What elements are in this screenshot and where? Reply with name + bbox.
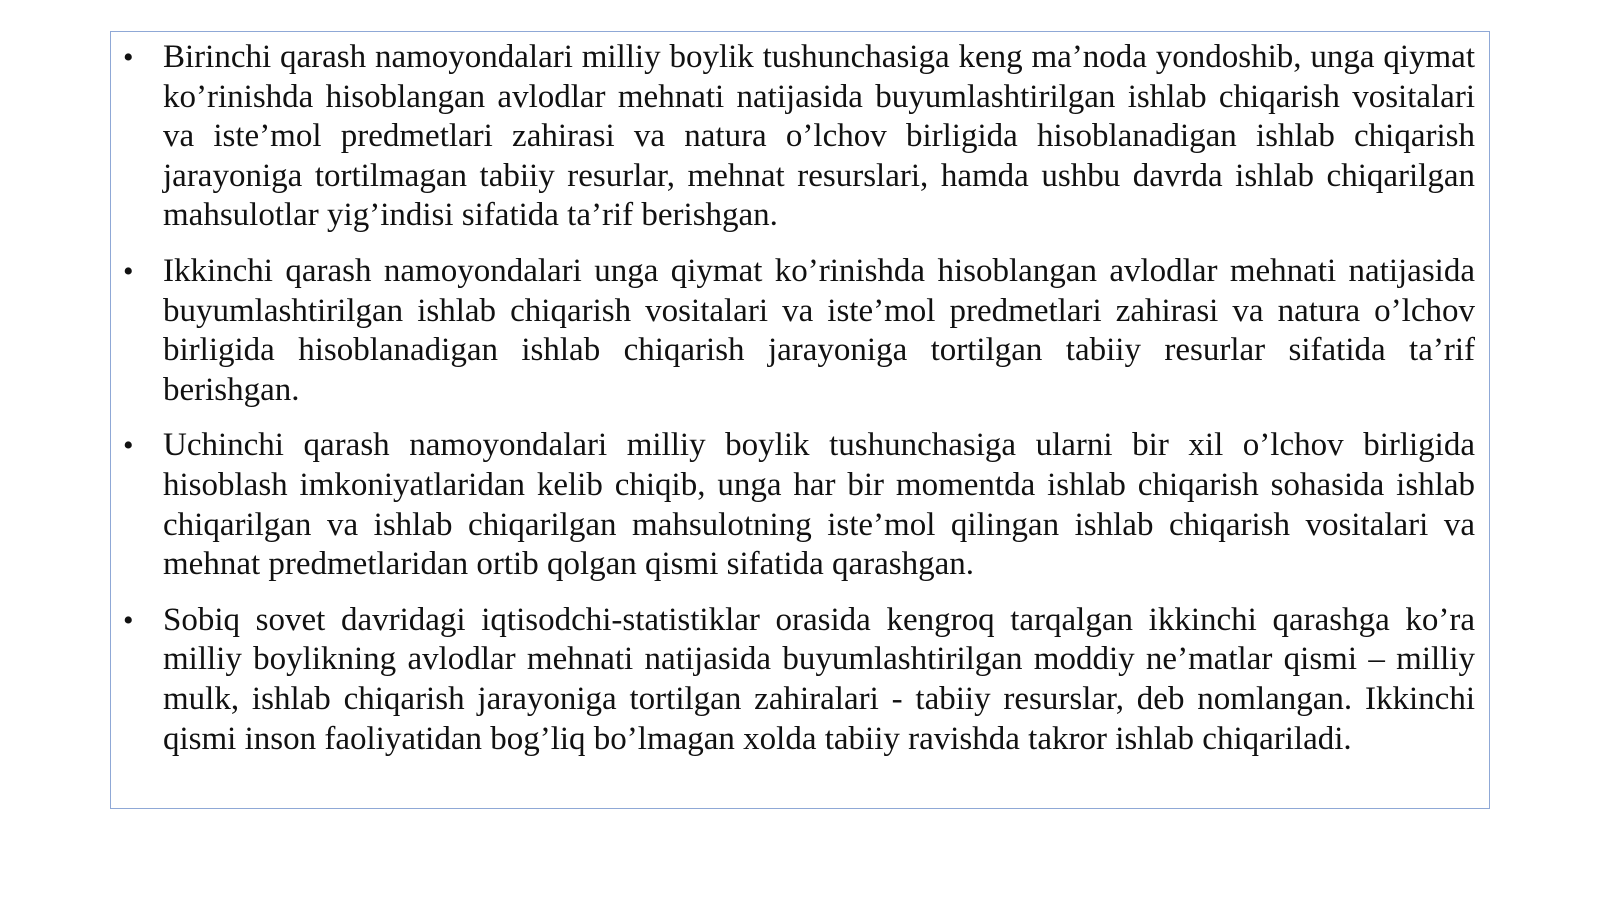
bullet-item-1 [123,38,1475,236]
bullet-list [123,38,1475,759]
bullet-item-2 [123,252,1475,410]
bullet-item-4 [123,601,1475,759]
bullet-marker: • [123,41,134,74]
bullet-item-3 [123,426,1475,584]
bullet-marker: • [123,603,134,637]
text-box [110,31,1490,809]
bullet-marker: • [123,429,134,463]
bullet-text: Ikkinchi qarash namoyondalari unga qiymat ko’rinishda hisoblangan avlodlar mehnati natijasida buyumlashtirilgan ishlab chiqarish vositalari va iste’mol predmetlari zahirasi va natura o’lchov birligida hisoblanadigan ishlab chiqarish jarayoniga tortilgan tabiiy resurlar sifatida ta’rif berishgan. [163,252,1475,408]
bullet-text: Birinchi qarash namoyondalari milliy boylik tushunchasiga keng ma’noda yondoshib, unga qiymat ko’rinishda hisoblangan avlodlar mehnati natijasida buyumlashtirilgan ishlab chiqarish vositalari va iste’mol predmetlari zahirasi va natura o’lchov birligida hisoblanadigan ishlab chiqarish jarayoniga tortilmagan tabiiy resurlar, mehnat resurslari, hamda ushbu davrda ishlab chiqarilgan mahsulotlar yig’indisi sifatida ta’rif berishgan. [163,39,1475,234]
bullet-marker: • [123,254,134,288]
bullet-text: Uchinchi qarash namoyondalari milliy boylik tushunchasiga ularni bir xil o’lchov birligida hisoblash imkoniyatlaridan kelib chiqib, unga har bir momentda ishlab chiqarish sohasida ishlab chiqarilgan va ishlab chiqarilgan mahsulotning iste’mol qilingan ishlab chiqarish vositalari va mehnat predmetlaridan ortib qolgan qismi sifatida qarashgan. [163,427,1475,583]
bullet-text: Sobiq sovet davridagi iqtisodchi-statistiklar orasida kengroq tarqalgan ikkinchi qarashga ko’ra milliy boylikning avlodlar mehnati natijasida buyumlashtirilgan moddiy ne’matlar qismi – milliy mulk, ishlab chiqarish jarayoniga tortilgan zahiralari - tabiiy resurslar, deb nomlangan. Ikkinchi qismi inson faoliyatidan bog’liq bo’lmagan xolda tabiiy ravishda takror ishlab chiqariladi. [163,601,1475,757]
